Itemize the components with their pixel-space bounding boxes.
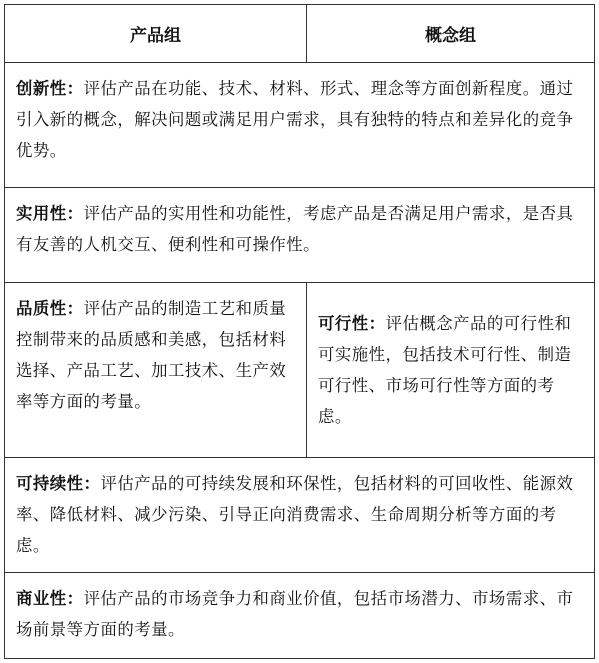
- quality-desc: 评估产品的制造工艺和质量控制带来的品质感和美感，包括材料选择、产品工艺、加工技术、生产效率等方面的考量。: [16, 299, 287, 411]
- practicality-desc: 评估产品的实用性和功能性，考虑产品是否满足用户需求，是否具有友善的人机交互、便利性和可操作性。: [16, 204, 574, 254]
- table-row-commercial: [5, 573, 594, 658]
- feasibility-cell: [307, 283, 594, 457]
- innovation-term: 创新性：: [16, 79, 84, 98]
- sustainability-desc: 评估产品的可持续发展和环保性，包括材料的可回收性、能源效率、降低材料、减少污染、引导正向消费需求、生命周期分析等方面的考虑。: [16, 474, 574, 555]
- header-concept-group: [307, 5, 594, 62]
- header-concept-group-label: 概念组: [425, 26, 476, 46]
- table-row-sustainability: [5, 458, 594, 573]
- feasibility-term: 可行性：: [318, 314, 386, 333]
- sustainability-term: 可持续性：: [16, 474, 101, 493]
- criteria-table: [4, 4, 595, 659]
- feasibility-desc: 评估概念产品的可行性和可实施性，包括技术可行性、制造可行性、市场可行性等方面的考虑。: [318, 314, 572, 426]
- table-row-practicality: [5, 188, 594, 283]
- feasibility-text: [318, 308, 586, 432]
- table-row-innovation: [5, 63, 594, 188]
- table-header-row: [5, 5, 594, 63]
- commercial-desc: 评估产品的市场竞争力和商业价值，包括市场潜力、市场需求、市场前景等方面的考量。: [16, 589, 574, 639]
- sustainability-cell: [5, 458, 594, 572]
- quality-term: 品质性：: [16, 299, 84, 318]
- innovation-desc: 评估产品在功能、技术、材料、形式、理念等方面创新程度。通过引入新的概念，解决问题或满足用户需求，具有独特的特点和差异化的竞争优势。: [16, 79, 574, 160]
- practicality-cell: [5, 188, 594, 282]
- commercial-cell: [5, 573, 594, 658]
- innovation-cell: [5, 63, 594, 187]
- quality-cell: [5, 283, 307, 457]
- table-row-quality-feasibility: [5, 283, 594, 458]
- header-product-group-label: 产品组: [130, 26, 181, 46]
- practicality-term: 实用性：: [16, 204, 84, 223]
- commercial-term: 商业性：: [16, 589, 84, 608]
- header-product-group: [5, 5, 307, 62]
